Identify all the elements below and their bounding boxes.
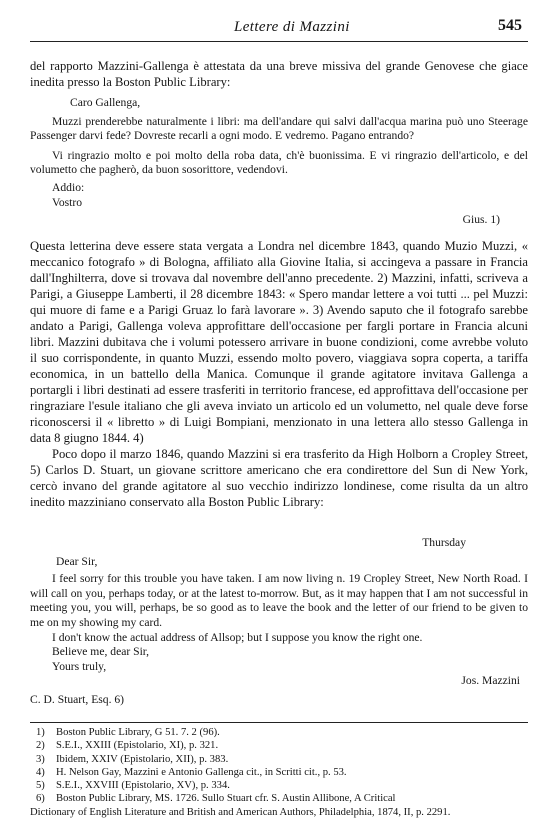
page-number: 545 <box>498 17 522 34</box>
letter-recipient: C. D. Stuart, Esq. 6) <box>30 692 125 706</box>
body-paragraph-1: Questa letterina deve essere stata vergata a Londra nel dicembre 1843, quando Muzio Muzzi, « meccanico fotografo » di Bologna, affiliato alla Giovine Italia, si accingeva a passare in Francia dall'Inghilterra, dove si trovava dal novembre dell'anno precedente. 2) Mazzini, infatti, scriveva a Parigi, a Giuseppe Lamberti, il 28 dicembre 1843: « Spero mandar lettere a voi tutti ... pel Muzzi: qui muore di fame e a Parigi Gruaz lo farà lavorare ». 3) Avendo saputo che il fotografo sarebbe andato a Parigi, Gallenga voleva approfittare dell'occasione per fargli portare in Francia alcuni libri. Mazzini dubitava che i volumi potessero arrivare in buone condizioni, come avrebbe voluto il suo corrispondente, in quanto Muzzi, essendo molto povero, viaggiava sopra coperta, a tariffa economica, in un battello della Manica. Comunque il grande agitatore invitava Gallenga a portargli i libri destinati ad essere trasferiti in territorio francese, ed approfittava dell'occasione per ringraziare l'esule italiano che gli aveva inviato un articolo ed un volumetto, nel quale deve forse riconoscersi il « libretto » di Luigi Bompiani, menzionato in una lettera allo stesso Gallenga in data 8 giugno 1844. 4) <box>30 239 528 445</box>
letter-english-paragraph-1: I feel sorry for this trouble you have taken. I am now living n. 19 Cropley Street, New North Road. I will call on you, perhaps today, or at the latest to-morrow. But, as it may happen that I am not successful in meeting you, you will, perhaps, be so good as to leave the book and the letter of our friend to be given to me on my showing my card. <box>30 572 528 629</box>
footnote: 1) Boston Public Library, G 51. 7. 2 (96). <box>36 727 220 738</box>
letter-paragraph-2: Vi ringrazio molto e poi molto della roba data, ch'è buonissima. E vi ringrazio dell'articolo, e del volumetto che pagherò, da buon sosorittore, vedendovi. <box>30 148 528 177</box>
letter-closing-addio: Addio: <box>52 180 85 194</box>
running-header <box>30 17 528 43</box>
letter-salutation: Caro Gallenga, <box>70 96 141 109</box>
letter-english-signature: Jos. Mazzini <box>461 674 520 688</box>
footnote-continuation: Dictionary of English Literature and British and American Authors, Philadelphia, 1874, II, p. 2291. <box>30 806 451 818</box>
header-rule <box>30 41 528 42</box>
header-title: Lettere di Mazzini <box>234 19 350 35</box>
footnote-rule <box>30 722 528 723</box>
letter-english-closing-2: Yours truly, <box>52 659 107 673</box>
letter-stuart <box>30 536 528 708</box>
intro-paragraph: del rapporto Mazzini-Gallenga è attestata da una breve missiva del grande Genovese che giace inedita presso la Boston Public Library: <box>30 59 528 89</box>
letter-salutation-english: Dear Sir, <box>56 554 98 568</box>
letter-english-closing-1: Believe me, dear Sir, <box>52 645 150 659</box>
letter-gallenga <box>30 96 528 228</box>
intro-paragraph-block <box>30 58 528 90</box>
footnotes <box>30 726 528 819</box>
footnote: 6) Boston Public Library, MS. 1726. Sullo Stuart cfr. S. Austin Allibone, A Critical <box>36 793 396 805</box>
letter-signature: Gius. 1) <box>462 213 500 227</box>
letter-closing-vostro: Vostro <box>52 195 83 209</box>
letter-paragraph-1: Muzzi prenderebbe naturalmente i libri: ma dell'andare qui salvi dall'acqua marina può uno Steerage Passenger darvi fede? Dovreste recarli a ogni modo. E vedremo. Pagano entrando? <box>30 114 528 143</box>
footnote: 3) Ibidem, XXIV (Epistolario, XII), p. 383. <box>36 753 229 765</box>
letter-english-paragraph-2: I don't know the actual address of Allsop; but I suppose you know the right one. <box>52 630 423 644</box>
footnote: 2) S.E.I., XXIII (Epistolario, XI), p. 321. <box>36 740 219 752</box>
footnote: 4) H. Nelson Gay, Mazzini e Antonio Gallenga cit., in Scritti cit., p. 53. <box>36 766 347 778</box>
letter-date: Thursday <box>422 536 466 549</box>
footnote: 5) S.E.I., XXVIII (Epistolario, XV), p. 334. <box>36 780 230 792</box>
body-paragraph-2: Poco dopo il marzo 1846, quando Mazzini si era trasferito da High Holborn a Cropley Street, 5) Carlos D. Stuart, un giovane scrittore americano che era condirettore del Sun di New York, cercò invano del grande agitatore al suo vecchio indirizzo londinese, come risulta da un altro inedito mazziniano conservato alla Boston Public Library: <box>30 447 528 509</box>
commentary <box>30 238 528 510</box>
